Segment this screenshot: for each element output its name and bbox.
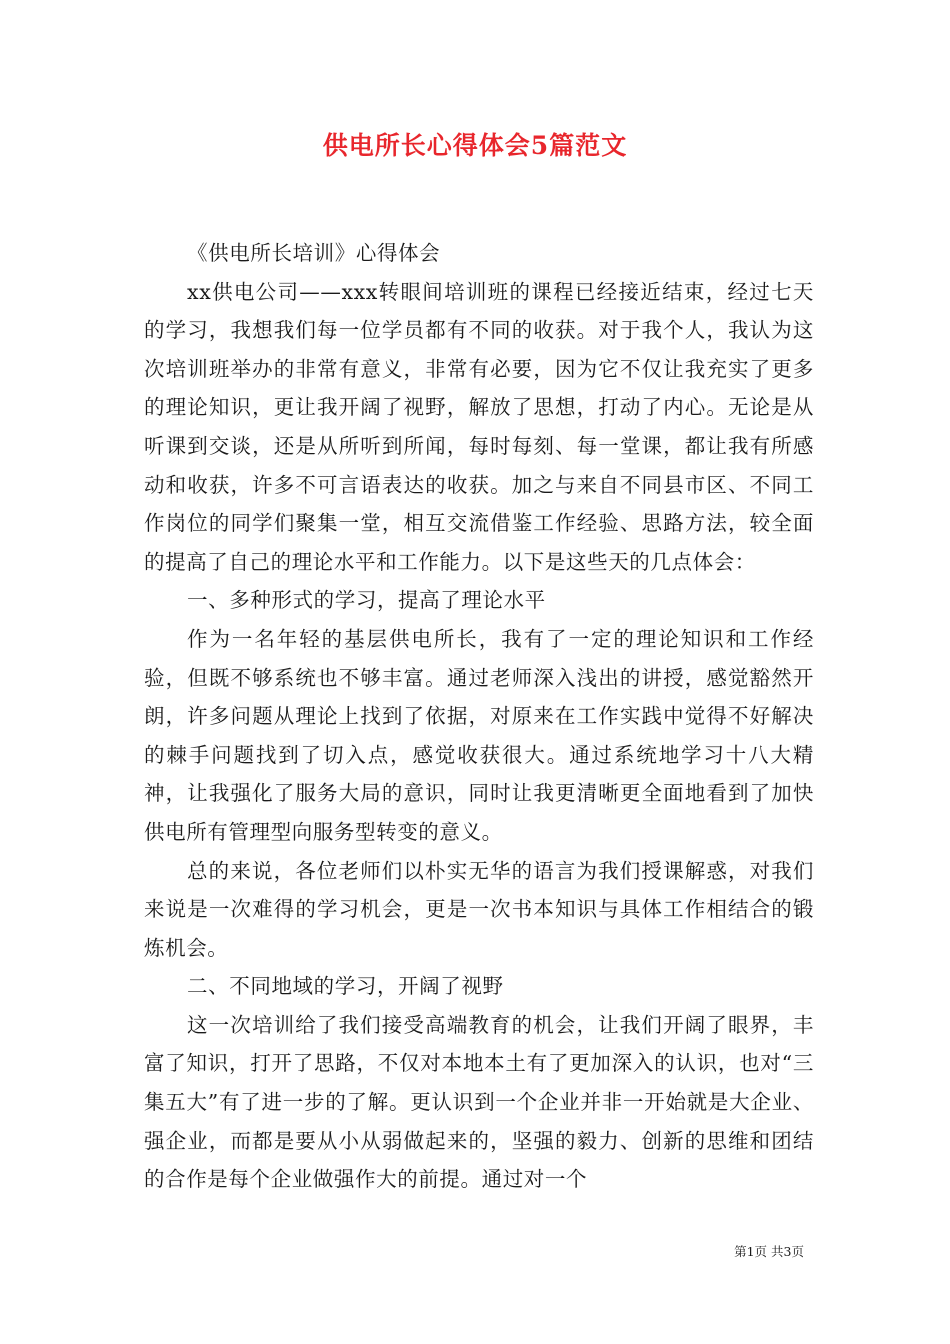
body-paragraph: 作为一名年轻的基层供电所长，我有了一定的理论知识和工作经验，但既不够系统也不够丰富。通过老师深入浅出的讲授，感觉豁然开朗，许多问题从理论上找到了依据，对原来在工作实践中觉得不好解决的棘手问题找到了切入点，感觉收获很大。通过系统地学习十八大精神，让我强化了服务大局的意识，同时让我更清晰更全面地看到了加快供电所有管理型向服务型转变的意义。 xyxy=(144,626,814,844)
page-number: 第1页 共3页 xyxy=(734,1244,804,1259)
heading-paragraph: 《供电所长培训》心得体会 xyxy=(187,241,441,265)
body-paragraph: xx供电公司——xxx转眼间培训班的课程已经接近结束，经过七天的学习，我想我们每一位学员都有不同的收获。对于我个人，我认为这次培训班举办的非常有意义，非常有必要，因为它不仅让我充实了更多的理论知识，更让我开阔了视野，解放了思想，打动了内心。无论是从听课到交谈，还是从所听到所闻，每时每刻、每一堂课，都让我有所感动和收获，许多不可言语表达的收获。加之与来自不同县市区、不同工作岗位的同学们聚集一堂，相互交流借鉴工作经验、思路方法，较全面的提高了自己的理论水平和工作能力。以下是这些天的几点体会： xyxy=(144,279,814,574)
section-heading: 二、不同地域的学习，开阔了视野 xyxy=(187,974,504,999)
section-heading: 一、多种形式的学习，提高了理论水平 xyxy=(187,588,546,613)
body-paragraph: 这一次培训给了我们接受高端教育的机会，让我们开阔了眼界，丰富了知识，打开了思路，不仅对本地本土有了更加深入的认识，也对“三集五大”有了进一步的了解。更认识到一个企业并非一开始就是大企业、强企业，而都是要从小从弱做起来的，坚强的毅力、创新的思维和团结的合作是每个企业做强作大的前提。通过对一个 xyxy=(144,1012,814,1192)
document-title: 供电所长心得体会5篇范文 xyxy=(322,131,628,160)
body-paragraph: 总的来说，各位老师们以朴实无华的语言为我们授课解惑，对我们来说是一次难得的学习机会，更是一次书本知识与具体工作相结合的锻炼机会。 xyxy=(144,858,814,960)
document-body xyxy=(144,234,814,1199)
